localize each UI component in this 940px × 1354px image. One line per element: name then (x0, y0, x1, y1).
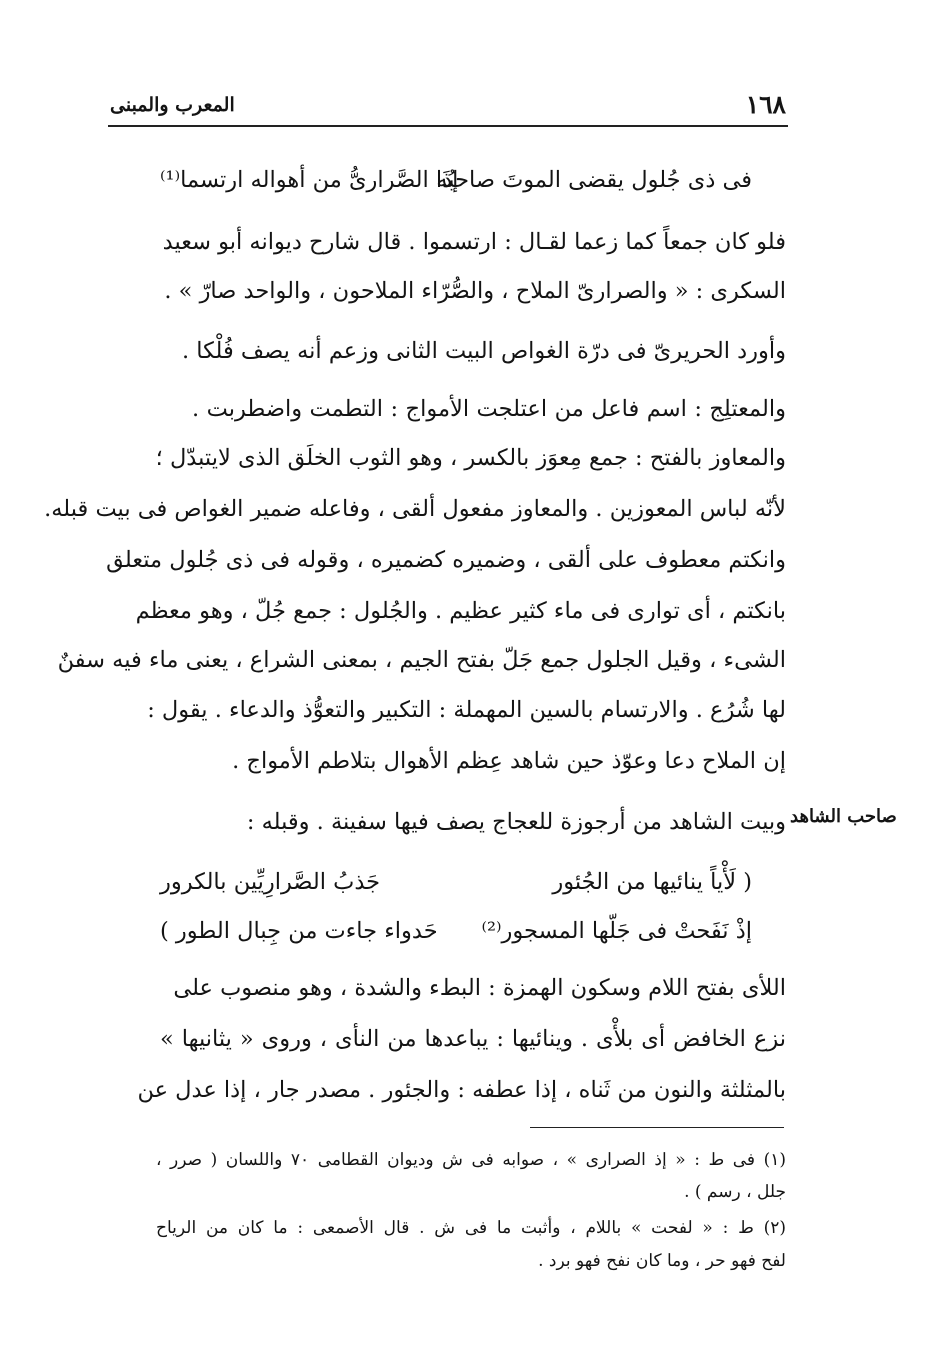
header-rule (108, 125, 788, 127)
body-line: اللأى بفتح اللام وسكون الهمزة : البطء والشدة ، وهو منصوب على (173, 975, 786, 1001)
body-line: الشىء ، وقيل الجلول جمع جَلّ بفتح الجيم ، بمعنى الشراع ، يعنى ماء فيه سفنٌ (57, 647, 786, 673)
margin-note: صاحب الشاهد (790, 806, 897, 827)
verse-hemistich: ( لَأْياً ينائيها من الجُئور (552, 869, 752, 895)
body-line: وانكتم معطوف على ألقى ، وضميره كضميره ، وقوله فى ذى جُلول متعلق (106, 547, 786, 573)
rajaz-line (160, 862, 786, 902)
body-line: بانكتم ، أى توارى فى ماء كثير عظيم . والجُلول : جمع جُلّ ، وهو معظم (135, 598, 786, 624)
verse-hemistich: جَذبُ الصَّرارِيِّين بالكرور (160, 869, 381, 895)
verse-hemistich: حَدواء جاءت من جِبال الطور ) (160, 918, 438, 944)
body-line: والمعتلِج : اسم فاعل من اعتلجت الأمواج : التطمت واضطربت . (192, 396, 786, 422)
verse-hemistich: فى ذى جُلول يقضى الموتَ صاحبُه (436, 167, 752, 193)
footnote-line: لفح فهو حر ، وما كان نفح فهو برد . (538, 1251, 786, 1271)
page-number: ١٦٨ (745, 90, 786, 119)
body-line: فلو كان جمعاً كما زعما لقـال : ارتسموا . قال شارح ديوانه أبو سعيد (162, 229, 786, 255)
verse-hemistich: إذْ نَفَحتْ فى جَلّها المسجور⁽²⁾ (481, 918, 752, 944)
shahid-intro: وبيت الشاهد من أرجوزة للعجاج يصف فيها سفينة . وقبله : (246, 809, 786, 835)
body-line: لها شُرُع . والارتسام بالسين المهملة : التكبير والتعوُّذ والدعاء . يقول : (147, 697, 786, 723)
footnote-line: (١) فى ط : « إذ الصرارى » ، صوابه فى ش وديوان القطامى ٧٠ واللسان ( صرر ، (156, 1150, 786, 1170)
body-line: والمعاوز بالفتح : جمع مِعوَز بالكسر ، وهو الثوب الخلَق الذى لايتبدّل ؛ (155, 445, 786, 471)
body-line: إن الملاح دعا وعوّذ حين شاهد عِظم الأهوال بتلاطم الأمواج . (232, 748, 786, 774)
paragraph-line: وأورد الحريرىّ فى درّة الغواص البيت الثانى وزعم أنه يصف فُلْكا . (181, 338, 786, 364)
running-title: المعرب والمبنى (110, 94, 235, 116)
body-line: لأنّه لباس المعوزين . والمعاوز مفعول ألقى ، وفاعله ضمير الغواص فى بيت قبله. (44, 496, 786, 522)
body-line: بالمثلثة والنون من ثَناه ، إذا عطفه : والجئور . مصدر جار ، إذا عدل عن (137, 1077, 786, 1103)
footnote-line: جلل ، رسم ) . (684, 1182, 786, 1202)
body-line: نزع الخافض أى بلأْى . وينائيها : يباعدها من النأى ، وروى « يثانيها » (160, 1026, 786, 1052)
page-header (110, 90, 786, 124)
footnote-line: (٢) ط : « لفحت » باللام ، وأثبت ما فى ش . قال الأصمعى : ما كان من الرياح (156, 1218, 786, 1238)
body-line: السكرى : « والصرارىّ الملاح ، والصُّرّاء الملاحون ، والواحد صارّ » . (164, 278, 786, 304)
verse-hemistich: إذَا الصَّرارىُّ من أهواله ارتسما⁽¹⁾ (160, 167, 459, 193)
footnote-rule (530, 1127, 784, 1128)
rajaz-line (160, 911, 786, 951)
verse-line (160, 160, 786, 200)
